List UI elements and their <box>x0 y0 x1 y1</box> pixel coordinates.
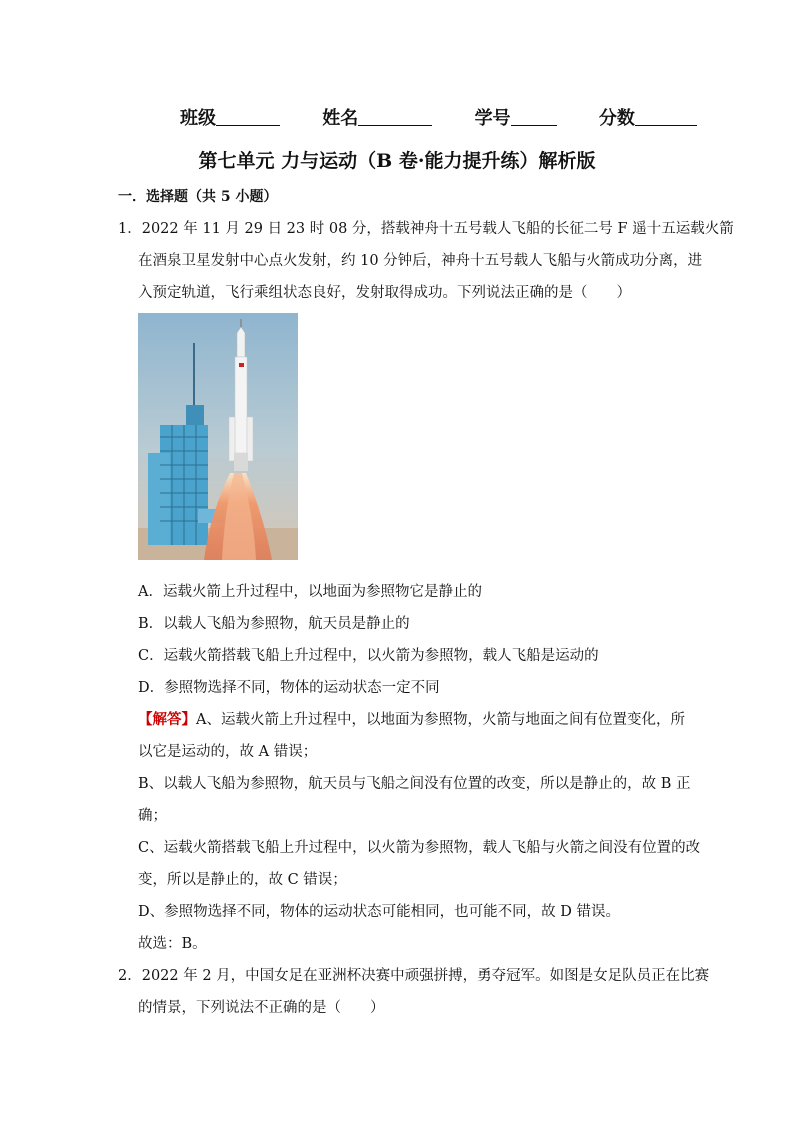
name-blank <box>358 107 432 126</box>
option-d: D．参照物选择不同，物体的运动状态一定不同 <box>138 680 440 696</box>
document-title: 第七单元 力与运动（B 卷·能力提升练）解析版 <box>198 150 596 172</box>
class-blank <box>216 107 280 126</box>
answer-line-7: D、参照物选择不同，物体的运动状态可能相同，也可能不同，故 D 错误。 <box>138 904 620 920</box>
answer-line-2: 以它是运动的，故 A 错误； <box>138 744 318 760</box>
answer-line-6: 变，所以是静止的，故 C 错误； <box>138 872 347 888</box>
name-field: 姓名 <box>322 104 432 130</box>
header-fields <box>180 104 680 130</box>
id-field: 学号 <box>475 104 557 130</box>
question-2-line-1: 2．2022 年 2 月，中国女足在亚洲杯决赛中顽强拼搏，勇夺冠军。如图是女足队员正在比赛 <box>118 968 710 984</box>
section-heading: 一．选择题（共 5 小题） <box>118 189 278 205</box>
question-1-line-3: 入预定轨道，飞行乘组状态良好，发射取得成功。下列说法正确的是（ ） <box>138 285 631 301</box>
rocket-launch-image <box>138 313 298 560</box>
answer-line-5: C、运载火箭搭载飞船上升过程中，以火箭为参照物，载人飞船与火箭之间没有位置的改 <box>138 840 701 856</box>
question-1-line-2: 在酒泉卫星发射中心点火发射，约 10 分钟后，神舟十五号载人飞船与火箭成功分离，进 <box>138 253 703 269</box>
id-blank <box>511 107 557 126</box>
class-field: 班级 <box>180 104 280 130</box>
answer-line-1: 【解答】A、运载火箭上升过程中，以地面为参照物，火箭与地面之间有位置变化，所 <box>138 711 685 728</box>
answer-tag: 【解答】 <box>138 711 196 728</box>
answer-line-4: 确； <box>138 808 167 824</box>
option-a: A．运载火箭上升过程中，以地面为参照物它是静止的 <box>138 584 482 600</box>
question-1-line-1: 1．2022 年 11 月 29 日 23 时 08 分，搭载神舟十五号载人飞船的长征二号 F 遥十五运载火箭 <box>118 221 734 237</box>
score-blank <box>635 107 697 126</box>
answer-line-3: B、以载人飞船为参照物，航天员与飞船之间没有位置的改变，所以是静止的，故 B 正 <box>138 776 691 792</box>
score-field: 分数 <box>599 104 697 130</box>
option-c: C．运载火箭搭载飞船上升过程中，以火箭为参照物，载人飞船是运动的 <box>138 648 599 664</box>
question-2-line-2: 的情景，下列说法不正确的是（ ） <box>138 1000 385 1016</box>
answer-conclusion: 故选：B。 <box>138 936 207 952</box>
option-b: B．以载人飞船为参照物，航天员是静止的 <box>138 616 410 632</box>
